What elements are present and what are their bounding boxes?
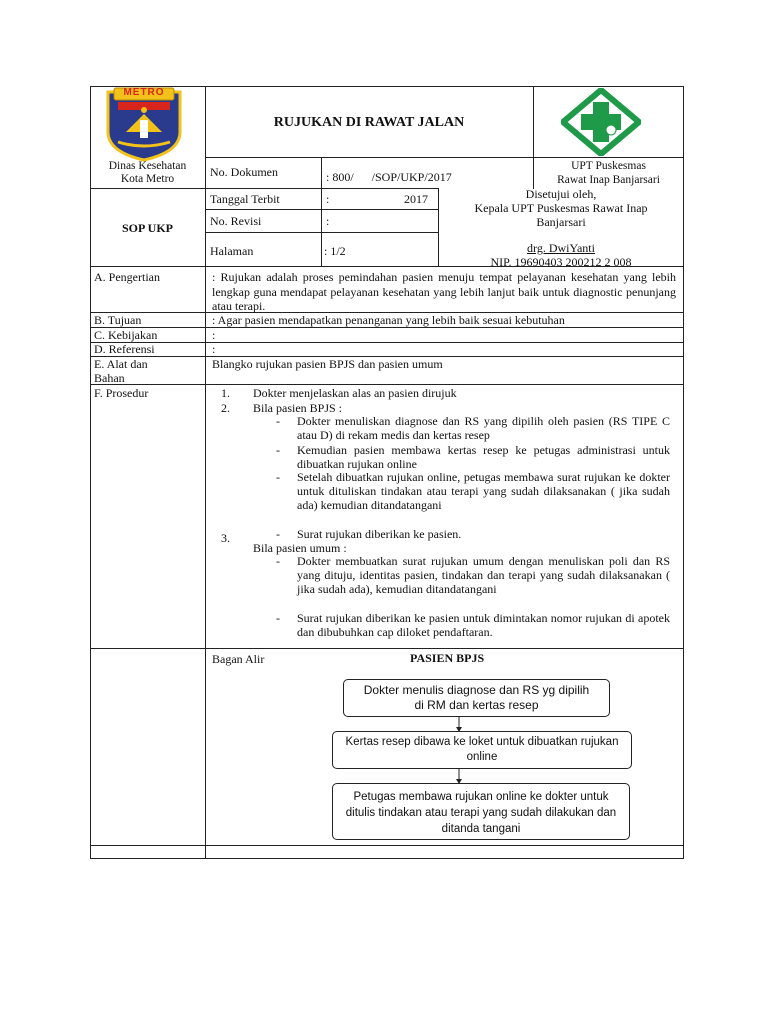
step-number: 3. bbox=[221, 531, 230, 545]
bpjs-step-1: Dokter menuliskan diagnose dan RS yang dipilih oleh pasien (RS TIPE C atau D) di rekam medis dan kertas resep bbox=[297, 414, 670, 442]
agency-name: Dinas Kesehatan bbox=[108, 160, 187, 172]
step-text: Dokter menjelaskan alas an pasien dirujuk bbox=[253, 386, 457, 400]
approver-unit: Banjarsari bbox=[536, 215, 586, 229]
section-a-text: : Rujukan adalah proses pemindahan pasien menuju tempat pelayanan kesehatan yang lebih lengkap guna mendapat pelayanan kesehatan yang lebih lanjut baik untuk diagnostic penunjang atau terapi. bbox=[212, 270, 676, 313]
flow-box-2: Kertas resep dibawa ke loket untuk dibuatkan rujukan online bbox=[332, 731, 632, 769]
issue-date-value: 2017 bbox=[404, 192, 428, 206]
section-e-label-cont: Bahan bbox=[94, 371, 125, 385]
flow-arrow bbox=[454, 768, 464, 784]
approval-line: Disetujui oleh, bbox=[525, 187, 597, 201]
step-number: 1. bbox=[221, 386, 230, 400]
section-d-label: D. Referensi bbox=[94, 342, 155, 356]
flowchart-title: PASIEN BPJS bbox=[410, 651, 485, 665]
city-logo bbox=[104, 86, 184, 162]
section-b-label: B. Tujuan bbox=[94, 313, 142, 327]
section-c-text: : bbox=[212, 328, 216, 342]
bpjs-step-4: Surat rujukan diberikan ke pasien. bbox=[297, 527, 462, 541]
approver-title: Kepala UPT Puskesmas Rawat Inap bbox=[474, 201, 648, 215]
step-text: Bila pasien umum : bbox=[253, 541, 347, 555]
umum-step-2: Surat rujukan diberikan ke pasien untuk dimintakan nomor rujukan di apotek dan dibubuhkan cap diloket pendaftaran. bbox=[297, 611, 670, 639]
bullet-dash: - bbox=[276, 527, 280, 541]
section-e-label: E. Alat dan bbox=[94, 357, 148, 371]
revision-value: : bbox=[326, 214, 330, 228]
bpjs-step-2: Kemudian pasien membawa kertas resep ke petugas administrasi untuk dibuatkan rujukan online bbox=[297, 443, 670, 471]
bullet-dash: - bbox=[276, 470, 280, 484]
section-f-label: F. Prosedur bbox=[94, 386, 149, 400]
step-number: 2. bbox=[221, 401, 230, 415]
page-value: : 1/2 bbox=[324, 244, 346, 258]
bpjs-step-3: Setelah dibuatkan rujukan online, petugas membawa surat rujukan ke dokter untuk dituliskan tindakan atau terapi yang sudah dilaksanakan ( jika sudah ada) kemudian ditandatangani bbox=[297, 470, 670, 512]
flow-box-1: Dokter menulis diagnose dan RS yg dipilih di RM dan kertas resep bbox=[343, 679, 610, 717]
section-c-label: C. Kebijakan bbox=[94, 328, 158, 342]
logo-text: METRO bbox=[123, 87, 165, 98]
bullet-dash: - bbox=[276, 611, 280, 625]
document-title: RUJUKAN DI RAWAT JALAN bbox=[273, 115, 465, 130]
bullet-dash: - bbox=[276, 443, 280, 457]
page-label: Halaman bbox=[210, 244, 254, 258]
flowchart-label: Bagan Alir bbox=[212, 652, 265, 666]
flow-box-3: Petugas membawa rujukan online ke dokter untuk ditulis tindakan atau terapi yang sudah dilakukan dan ditanda tangani bbox=[332, 783, 630, 840]
section-b-text: : Agar pasien mendapatkan penanganan yang lebih baik sesuai kebutuhan bbox=[212, 313, 565, 327]
doc-number-label: No. Dokumen bbox=[210, 165, 278, 179]
issue-date-colon: : bbox=[326, 192, 330, 206]
section-d-text: : bbox=[212, 342, 216, 356]
signer-name: drg. DwiYanti bbox=[527, 241, 595, 255]
umum-step-1: Dokter membuatkan surat rujukan umum dengan menuliskan poli dan RS yang dituju, identitas pasien, tindakan dan terapi yang sudah dilaksanakan ( jika sudah ada), kemudian ditandatangani bbox=[297, 554, 670, 596]
bullet-dash: - bbox=[276, 414, 280, 428]
doc-number-value: : 800/ /SOP/UKP/2017 bbox=[326, 170, 452, 184]
sop-label: SOP UKP bbox=[121, 221, 173, 235]
org-unit: Rawat Inap Banjarsari bbox=[557, 174, 660, 186]
revision-label: No. Revisi bbox=[210, 214, 262, 228]
signer-nip: NIP. 19690403 200212 2 008 bbox=[490, 255, 632, 269]
bullet-dash: - bbox=[276, 554, 280, 568]
section-e-text: Blangko rujukan pasien BPJS dan pasien umum bbox=[212, 357, 443, 371]
section-a-label: A. Pengertian bbox=[94, 270, 160, 284]
flow-arrow bbox=[454, 716, 464, 732]
step-text: Bila pasien BPJS : bbox=[253, 401, 343, 415]
agency-city: Kota Metro bbox=[120, 173, 175, 185]
org-name: UPT Puskesmas bbox=[571, 160, 646, 172]
issue-date-label: Tanggal Terbit bbox=[210, 192, 280, 206]
puskesmas-logo bbox=[561, 88, 641, 156]
